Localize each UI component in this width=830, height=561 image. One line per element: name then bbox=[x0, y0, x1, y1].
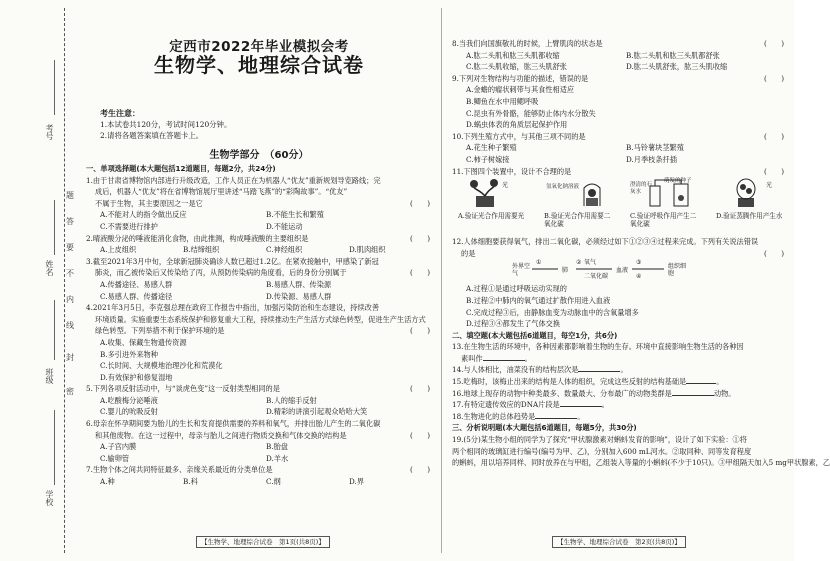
exam-subtitle: 生物学、地理综合试卷 bbox=[154, 53, 364, 77]
q15-stem: 15.吃梅时，该梅止出来的结构是人体的组织，完成这些反射的结构基础是 。 bbox=[452, 377, 724, 387]
section-heading: 三、分析说明题(本大题包括6道题目，每题5分，共30分) bbox=[452, 423, 637, 433]
label-class: 班级 bbox=[45, 368, 54, 384]
notice-heading: 考生注意： bbox=[100, 109, 140, 118]
section-heading: 二、填空题(本大题包括6道题目，每空1分，共6分) bbox=[452, 330, 618, 340]
q18-stem: 18.生物进化的总体趋势是 。 bbox=[452, 411, 585, 421]
q5-stem: 5.下列各项反射活动中，与“谈虎色变”这一反射类型相同的是 ( ) bbox=[86, 384, 430, 394]
notice-item: 1.本试卷共120分，考试时间120分钟。 bbox=[100, 120, 232, 129]
q9-stem: 9.下列对生物结构与功能的描述，错误的是 ( ) bbox=[452, 73, 784, 83]
q19-stem: 两个相同的玻璃缸进行编号(编号为甲、乙)，分别加入600 mL河水。②取同种、同等发育程度 bbox=[452, 446, 752, 456]
school-blank bbox=[54, 410, 55, 485]
figure-d bbox=[716, 178, 786, 230]
answer-bracket: ( ) bbox=[410, 384, 430, 394]
q14-stem: 14.与人体相比，油菜没有的结构层次是 。 bbox=[452, 365, 628, 375]
flow-step: ② bbox=[576, 259, 582, 267]
flow-arrows bbox=[512, 259, 712, 283]
q6-options: A.子宫内膜 B.胎盘 bbox=[100, 442, 288, 452]
q12-option: D.过程③④都发生了气体交换 bbox=[466, 319, 561, 329]
q12-option: A.过程①是通过呼吸运动实现的 bbox=[466, 284, 567, 294]
page-footer: 【生物学、地理综合试卷 第2页(共8页)】 bbox=[552, 536, 686, 548]
q13-stem: 素叫作 。 bbox=[461, 353, 532, 363]
answer-bracket: ( ) bbox=[764, 248, 784, 258]
bell-jar-illustration bbox=[544, 178, 614, 208]
light-label: 光 bbox=[766, 182, 773, 190]
q2-stem: 2.晴液酸分泌的唾液能消化食物，由此推测，构成唾液酸的主要组织是 ( ) bbox=[86, 233, 430, 243]
answer-bracket: ( ) bbox=[764, 166, 784, 176]
q3-options: C.易感人群、传播途径 D.传染源、易感人群 bbox=[100, 291, 332, 301]
q12-stem: 的是 ( ) bbox=[461, 248, 784, 258]
answer-bracket: ( ) bbox=[410, 430, 430, 440]
seal-char: 不 bbox=[66, 269, 74, 278]
seal-char: 题 bbox=[66, 191, 74, 200]
q9-option: A.金蟾的瘤状刺带与其食性相适应 bbox=[466, 85, 575, 95]
q19-stem: 的蝌蚪，用以培养同样、同时放养在与甲组，乙组装入等量的小蝌蚪(不少于10只)。③甲组隔天加入5 mg甲状腺素，乙 bbox=[452, 458, 830, 468]
q10-options: A.花生种子繁殖 B.马铃薯块茎繁殖 bbox=[466, 143, 684, 153]
column-divider bbox=[441, 8, 442, 553]
answer-bracket: ( ) bbox=[764, 73, 784, 83]
limewater-label: 澄清的石灰水 bbox=[630, 182, 653, 196]
q7-stem: 7.生物个体之间共同特征最多、亲缘关系最近的分类单位是 ( ) bbox=[86, 465, 430, 475]
q8-options: A.肱二头肌和肱三头肌都收缩 B.肱二头肌和肱三头肌都舒张 bbox=[466, 50, 720, 60]
q5-options: C.婴儿的吮吸反射 D.精彩的讲演引起观众哈哈大笑 bbox=[100, 407, 368, 417]
light-label: 光 bbox=[502, 182, 509, 190]
q3-options: A.传播途径、易感人群 B.易感人群、传染源 bbox=[100, 279, 332, 289]
q10-stem: 10.下列生殖方式中，与其他三项不同的是 ( ) bbox=[452, 131, 784, 141]
name-blank bbox=[54, 200, 55, 255]
seal-char: 封 bbox=[66, 353, 74, 362]
option-c-caption: C.验证呼吸作用产生二氧化碳 bbox=[630, 211, 697, 228]
binding-margin bbox=[0, 0, 82, 561]
notice-item: 2.请将各题答案填在答题卡上。 bbox=[100, 131, 204, 140]
q4-stem: 绿色转型。下列举措不利于保护环境的是 ( ) bbox=[95, 326, 430, 336]
q6-stem: 和其他废物。在这一过程中，母亲与胎儿之间进行物质交换和气体交换的结构是 ( ) bbox=[95, 430, 430, 440]
fill-blank[interactable] bbox=[483, 353, 525, 361]
q7-options: A.种 B.科 C.纲 D.界 bbox=[100, 477, 364, 487]
seal-char: 内 bbox=[66, 295, 74, 304]
q4-option: D.有效保护和修复湿地 bbox=[100, 372, 173, 382]
flow-label: 二氧化碳 bbox=[584, 273, 609, 281]
flow-step: ③ bbox=[636, 259, 642, 267]
part-title: 生物学部分 （60分） bbox=[209, 150, 309, 161]
flow-node: 外界空气 bbox=[512, 263, 531, 278]
seal-dashed-line bbox=[64, 8, 65, 553]
naoh-label: 氢氧化钠溶液 bbox=[546, 184, 580, 191]
q11-figures bbox=[458, 178, 786, 230]
label-exam-no: 考号 bbox=[45, 124, 54, 140]
q4-option: A.收集、保藏生物遗传资源 bbox=[100, 337, 187, 347]
q1-options: C.不需要进行排护 D.不能运动 bbox=[100, 221, 303, 231]
q3-stem: 肺炎，而乙被传染后又传染给了丙，从预防传染病的角度看，后的身份分别属于 ( ) bbox=[95, 268, 430, 278]
q1-stem: 不属于生物，其主要原因之一是它 ( ) bbox=[95, 198, 430, 208]
page-footer: 【生物学、地理综合试卷 第1页(共8页)】 bbox=[196, 536, 330, 548]
q6-stem: 6.母亲在怀孕期间要为胎儿的生长和发育提供需要的养料和氧气，并排出胎儿产生的二氧化碳 bbox=[86, 419, 381, 429]
exam-title: 定西市2022年毕业模拟会考 bbox=[169, 39, 349, 55]
class-blank bbox=[54, 300, 55, 360]
figure-c bbox=[630, 178, 700, 230]
flow-node: 血液 bbox=[616, 267, 629, 275]
answer-bracket: ( ) bbox=[410, 198, 430, 208]
q9-option: D.蜗虫体表的角质层起保护作用 bbox=[466, 120, 568, 130]
answer-bracket: ( ) bbox=[764, 131, 784, 141]
q4-stem: 环境质量。实施重要生态系统保护和修复重大工程，持续推动生产生活方式绿色转型，促进生产生活方式 bbox=[95, 314, 426, 324]
option-d-caption: D.验证蒸腾作用产生水 bbox=[716, 211, 783, 220]
q8-stem: 8.当我们向国旗敬礼的时候，上臂肌肉的状态是 ( ) bbox=[452, 39, 784, 48]
fill-blank[interactable] bbox=[535, 411, 577, 419]
option-b-caption: B.验证光合作用需要二氧化碳 bbox=[544, 211, 611, 228]
seeds-label: 萌发的种子 bbox=[664, 178, 692, 185]
label-school: 学校 bbox=[45, 490, 54, 506]
plant-pot-illustration bbox=[458, 178, 528, 208]
question-block bbox=[452, 38, 830, 469]
seal-char: 密 bbox=[66, 387, 74, 396]
q4-option: C.长时间、大规模地治理沙化和荒漠化 bbox=[100, 361, 223, 371]
fill-blank[interactable] bbox=[560, 399, 602, 407]
q1-stem: 成后，机器人“优友”将在省博物馆展厅里讲述“马踏飞燕”的“彩陶故事”。“优友” bbox=[95, 187, 348, 197]
q17-stem: 17.有特定遗传效应的DNA片段是 。 bbox=[452, 400, 609, 410]
exam-no-blank bbox=[54, 60, 55, 115]
q8-options: C.肱二头肌收缩，肱三头肌舒张 D.肱二头肌舒张，肱三头肌收缩 bbox=[466, 62, 728, 72]
q12-option: B.过程②中肺内的氧气通过扩散作用进入血液 bbox=[466, 295, 611, 305]
candidate-notice bbox=[100, 108, 231, 141]
q12-option: C.完成过程③后，由静脉血变为动脉血中的含氧量增多 bbox=[466, 307, 639, 317]
seal-char: 答 bbox=[66, 217, 74, 226]
q13-stem: 13.在生物生活的环境中，各种因素都影响着生物的生存。环境中直接影响生物生活的各种因 bbox=[452, 342, 744, 352]
fill-blank[interactable] bbox=[578, 364, 620, 372]
answer-bracket: ( ) bbox=[764, 39, 784, 48]
figure-a bbox=[458, 178, 528, 230]
q10-options: C.柿子树嫁接 D.月季枝条扦插 bbox=[466, 154, 677, 164]
q3-stem: 3.截至2021年3月中旬，全球新冠肺炎确诊人数已超过1.2亿。在紧欢接触中，甲感染了新冠 bbox=[86, 256, 379, 266]
q11-stem: 11.下图四个装置中，设计不合理的是 ( ) bbox=[452, 166, 784, 176]
answer-bracket: ( ) bbox=[410, 326, 430, 336]
q4-option: B.多引进外来物种 bbox=[100, 349, 158, 359]
flow-step: ① bbox=[536, 259, 542, 267]
fill-blank[interactable] bbox=[672, 388, 714, 396]
q9-option: C.昆虫有外骨骼，能够防止体内水分散失 bbox=[466, 108, 596, 118]
q12-flow-diagram bbox=[512, 259, 786, 283]
section-heading: 一、单项选择题(本大题包括12道题目，每题2分，共24分) bbox=[86, 164, 276, 173]
seal-char: 要 bbox=[66, 243, 74, 252]
flow-node: 肺 bbox=[562, 267, 569, 275]
q16-stem: 16.地球上现存的动物中种类最多、数量最大、分布最广的动物类群是 动物。 bbox=[452, 388, 736, 398]
q12-stem: 12.人体细胞要获得氧气，排出二氧化碳，必须经过如下①②③④过程来完成。下列有关说法错误 bbox=[452, 237, 759, 247]
question-block bbox=[86, 163, 432, 488]
answer-bracket: ( ) bbox=[410, 465, 430, 475]
flow-label: 氧气 bbox=[584, 259, 597, 267]
seal-char: 线 bbox=[66, 321, 74, 330]
flow-step: ④ bbox=[636, 273, 642, 281]
flow-node: 组织细胞 bbox=[668, 263, 687, 278]
answer-bracket: ( ) bbox=[410, 268, 430, 278]
q2-options: A.上皮组织 B.结缔组织 C.神经组织 D.肌肉组织 bbox=[100, 245, 386, 255]
q5-options: A.吃酸梅分泌唾液 B.人的缩手反射 bbox=[100, 395, 317, 405]
option-a-caption: A.验证光合作用需要光 bbox=[458, 211, 525, 220]
label-name: 姓名 bbox=[45, 260, 54, 276]
q19-stem: 19.(5分)某生物小组的同学为了探究“甲状腺激素对蝌蚪发育的影响”，设计了如下实验：①将 bbox=[452, 435, 747, 445]
bagged-plant-illustration bbox=[716, 178, 786, 208]
q9-option: B.鲫鱼在水中用鳃呼吸 bbox=[466, 96, 539, 106]
answer-bracket: ( ) bbox=[410, 233, 430, 243]
fill-blank[interactable] bbox=[686, 376, 716, 384]
figure-b bbox=[544, 178, 614, 230]
q1-options: A.不能对人的指令做出反应 B.不能生长和繁殖 bbox=[100, 210, 324, 220]
q6-options: C.输卵管 D.羊水 bbox=[100, 453, 289, 463]
q1-stem: 1.由于甘肃省博物馆内部进行升级改造，工作人员正在为机器人“优友”重新规划导览路线；完 bbox=[86, 175, 381, 185]
q4-stem: 4.2021年3月5日，李克强总理在政府工作报告中指出，加强污染防治和生态建设，持续改善 bbox=[86, 303, 380, 313]
